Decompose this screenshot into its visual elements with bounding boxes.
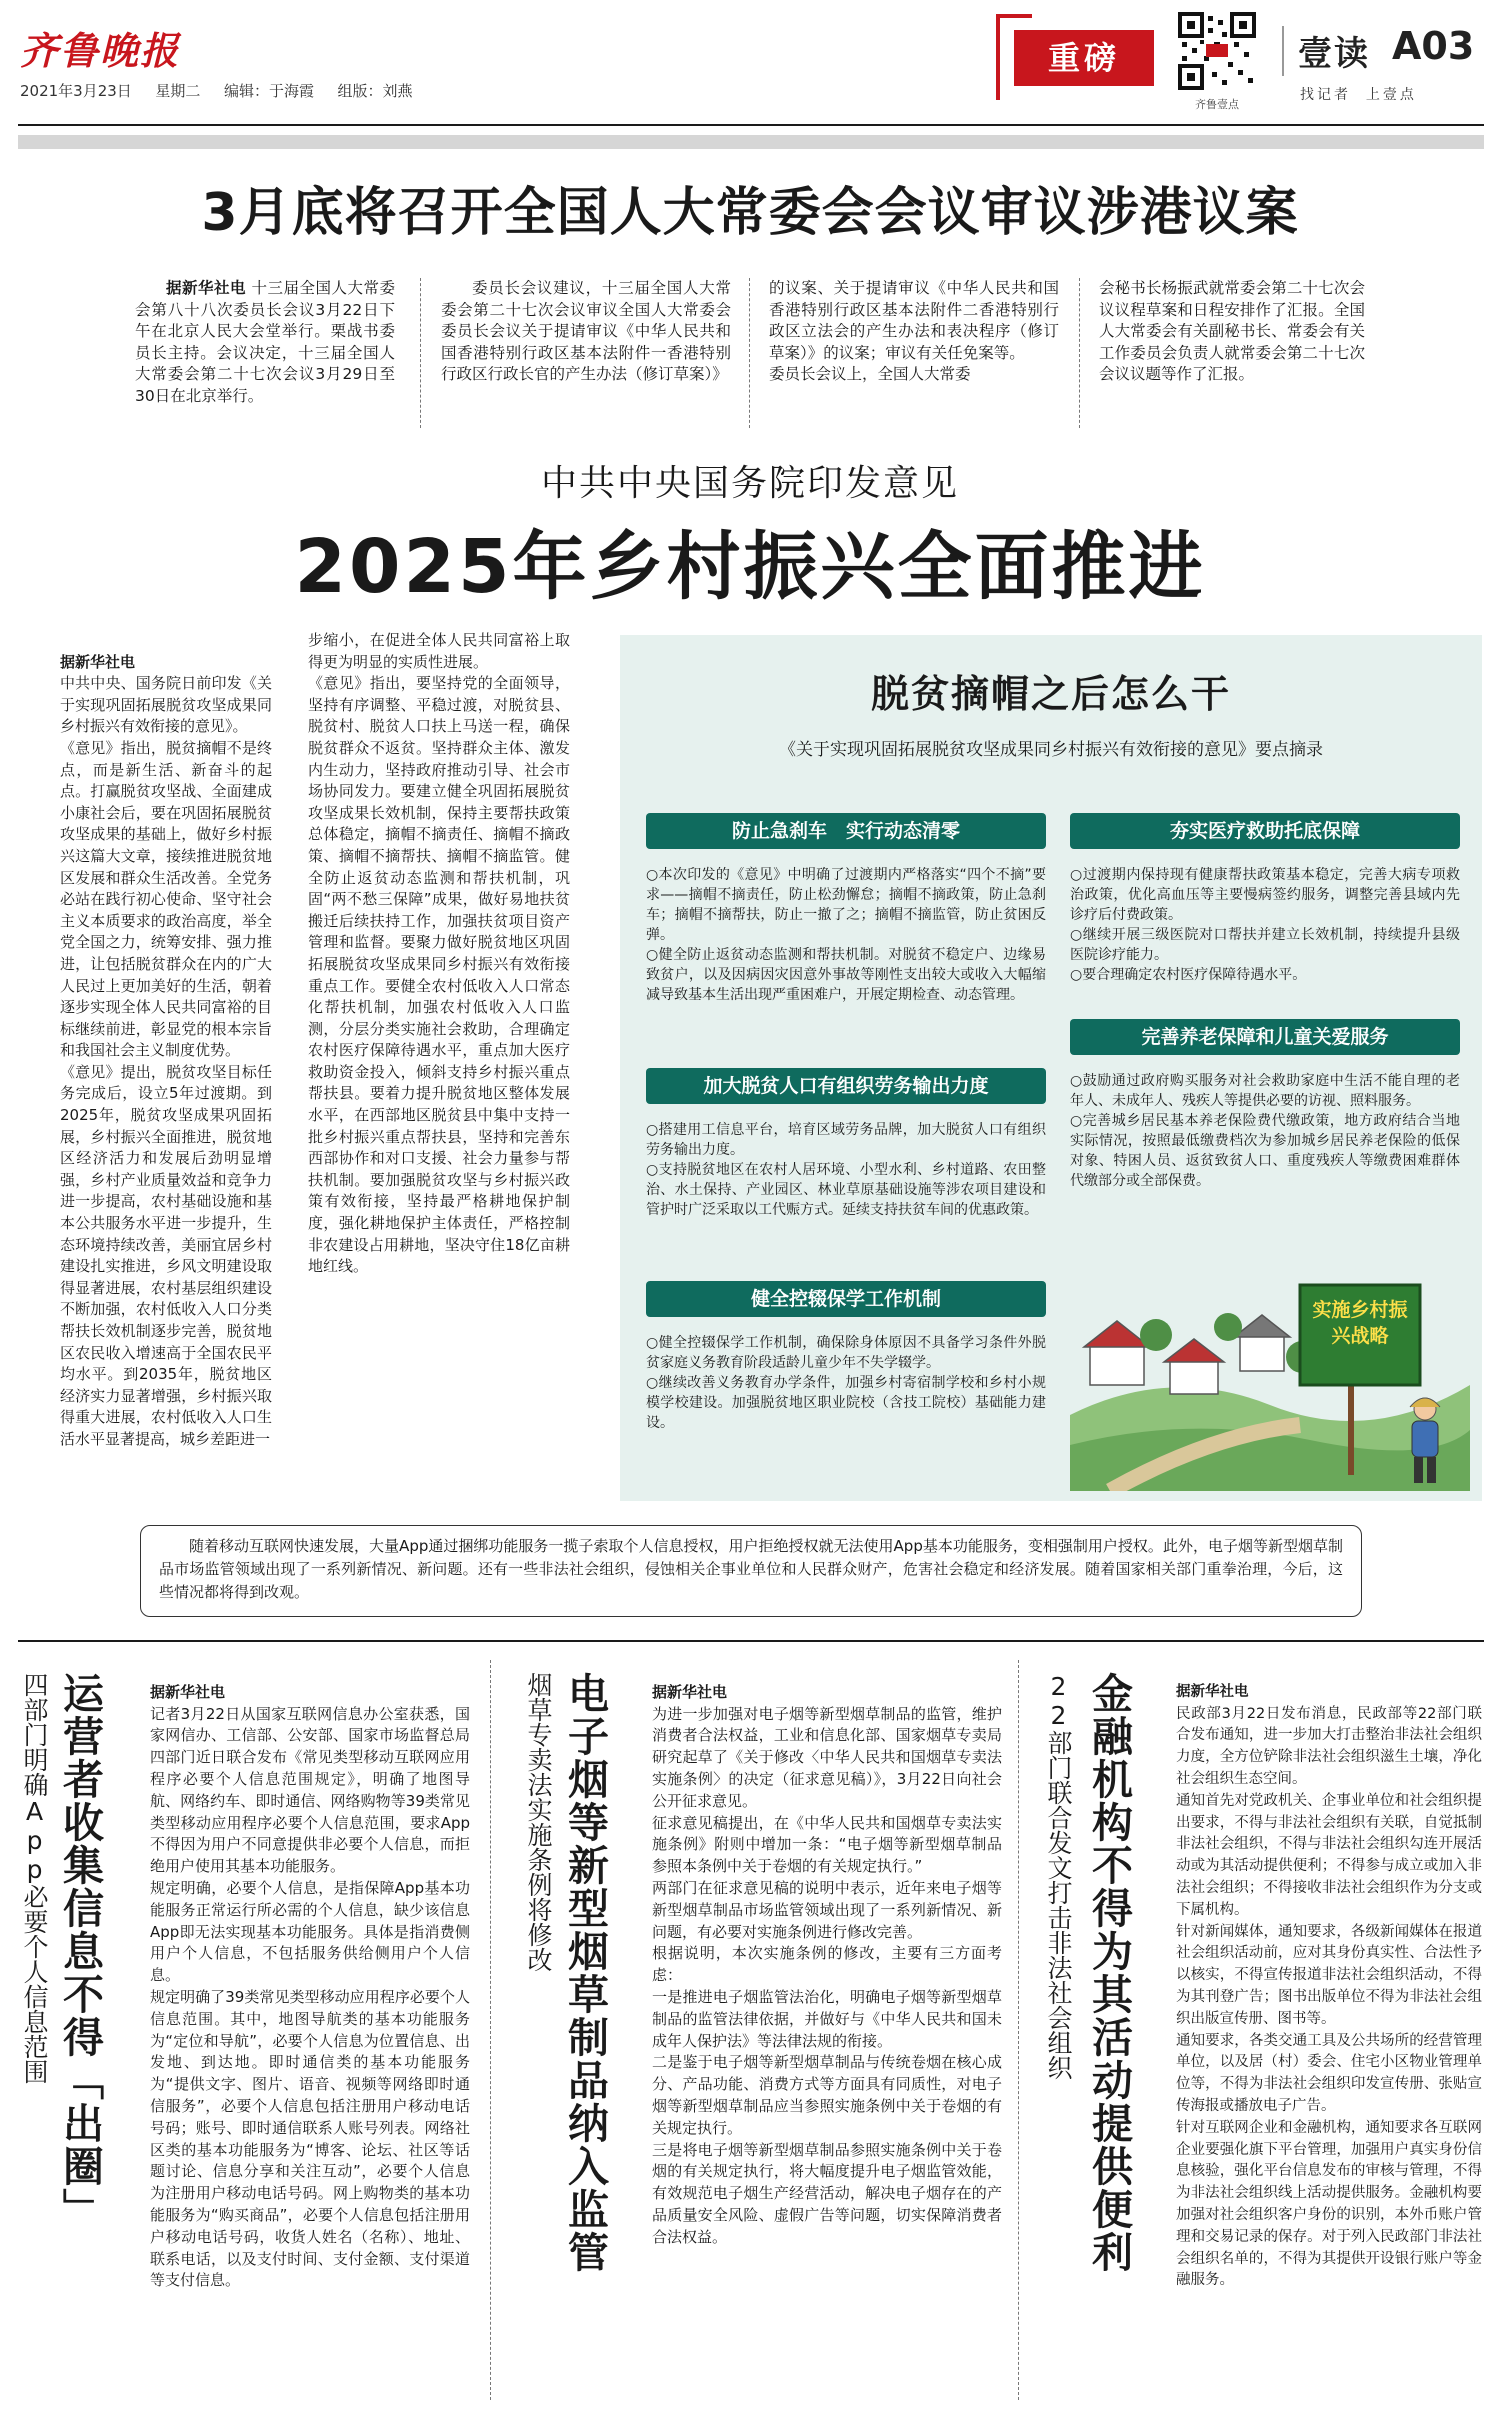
app-body: 据新华社电 记者3月22日从国家互联网信息办公室获悉，国家网信办、工信部、公安部、国家市场监督总局四部门近日联合发布《常见类型移动互联网应用程序必要个人信息范围规定》，明确了地图导航、网络约车、即时通信、网络购物等39类常见类型移动应用程序必要个人信息范围，要求App不得因为用户不同意提供非必要个人信息，而拒绝用户使用其基本功能服务。 规定明确，必要个人信息，是指保障App基本功能服务正常运行所必需的个人信息，缺少该信息App即无法实现基本功能服务。具体是指消费侧用户个人信息，不包括服务供给侧用户个人信息。 规定明确了39类常见类型移动应用程序必要个人信息范围。其中，地图导航类的基本功能服务为“定位和导航”，必要个人信息为位置信息、出发地、到达地。即时通信类的基本功能服务为“提供文字、图片、语音、视频等网络即时通信服务”，必要个人信息包括注册用户移动电话号码；账号、即时通信联系人账号列表。网络社区类的基本功能服务为“博客、论坛、社区等话题讨论、信息分享和关注互动”，必要个人信息为注册用户移动电话号码。网上购物类的基本功能服务为“购买商品”，必要个人信息包括注册用户移动电话号码，收货人姓名（名称）、地址、联系电话，以及支付时间、支付金额、支付渠道等支付信息。 [150,1682,470,2290]
ecig-headline: 电子烟等新型烟草制品纳入监管 [561,1672,609,2274]
story1-col3: 的议案、关于提请审议《中华人民共和国香港特别行政区基本法附件二香港特别行政区立法会的产生办法和表决程序（修订草案）》的议案；审议有关任免案等。 委员长会议上，全国人大常委 [769,279,1059,383]
ecig-body: 据新华社电 为进一步加强对电子烟等新型烟草制品的监管，维护消费者合法权益，工业和信息化部、国家烟草专卖局研究起草了《关于修改〈中华人民共和国烟草专卖法实施条例〉的决定（征求意见稿）》，3月22日向社会公开征求意见。 征求意见稿提出，在《中华人民共和国烟草专卖法实施条例》附则中增加一条：“电子烟等新型烟草制品参照本条例中关于卷烟的有关规定执行。” 两部门在征求意见稿的说明中表示，近年来电子烟等新型烟草制品市场监管领域出现了一系列新情况、新问题，有必要对实施条例进行修改完善。 根据说明，本次实施条例的修改，主要有三方面考虑： 一是推进电子烟监管法治化，明确电子烟等新型烟草制品的监管法律依据，并做好与《中华人民共和国未成年人保护法》等法律法规的衔接。 二是鉴于电子烟等新型烟草制品与传统卷烟在核心成分、产品功能、消费方式等方面具有同质性，对电子烟等新型烟草制品应当参照实施条例中关于卷烟的有关规定执行。 三是将电子烟等新型烟草制品参照实施条例中关于卷烟的有关规定执行，将大幅度提升电子烟监管效能，有效规范电子烟生产经营活动，解决电子烟存在的产品质量安全风险、虚假广告等问题，切实保障消费者合法权益。 [652,1682,1002,2246]
qr-label: 齐鲁壹点 [1195,98,1239,111]
panel-tag-labor: 加大脱贫人口有组织劳务输出力度 [646,1068,1046,1104]
ecig-dateline: 据新华社电 [652,1682,728,1701]
panel-text-education: ○健全控辍保学工作机制，确保除身体原因不具备学习条件外脱贫家庭义务教育阶段适龄儿童少年不失学辍学。 ○继续改善义务教育办学条件，加强乡村寄宿制学校和乡村小规模学校建设。加强脱贫地区职业院校（含技工院校）基础能力建设。 [646,1335,1046,1431]
qr-code [1178,12,1256,90]
app-dateline: 据新华社电 [150,1682,226,1701]
panel-tag-elderly: 完善养老保障和儿童关爱服务 [1070,1019,1460,1055]
section-title: 壹读 [1298,34,1370,74]
issue-weekday: 星期二 [155,82,201,100]
panel-text-elderly: ○鼓励通过政府购买服务对社会救助家庭中生活不能自理的老年人、未成年人、残疾人等提供必要的访视、照料服务。 ○完善城乡居民基本养老保险费代缴政策，地方政府结合当地实际情况，按照最低缴费档次为参加城乡居民养老保险的低保对象、特困人员、返贫致贫人口、重度残疾人等缴费困难群体代缴部分或全部保费。 [1070,1073,1460,1189]
policy-highlights-panel [620,635,1482,1501]
story1-col2: 委员长会议建议，十三届全国人大常委会第二十七次会议审议全国人大常委会委员长会议关于提请审议《中华人民共和国香港特别行政区基本法附件一香港特别行政区行政长官的产生办法（修订草案）》 [441,279,731,383]
editor-credit: 编辑：于海霞 [223,82,314,100]
layout-credit: 组版：刘燕 [337,82,413,100]
panel-text-labor: ○搭建用工信息平台，培育区域劳务品牌，加大脱贫人口有组织劳务输出力度。 ○支持脱贫地区在农村人居环境、小型水利、乡村道路、农田整治、水土保持、产业园区、林业草原基础设施等涉农项目建设和管护时广泛采取以工代赈方式。延续支持扶贫车间的优惠政策。 [646,1122,1046,1218]
panel-text-brakes: ○本次印发的《意见》中明确了过渡期内严格落实“四个不摘”要求——摘帽不摘责任，防止松劲懈怠；摘帽不摘政策，防止急刹车；摘帽不摘帮扶，防止一撤了之；摘帽不摘监管，防止贫困反弹。 ○健全防止返贫动态监测和帮扶机制。对脱贫不稳定户、边缘易致贫户，以及因病因灾因意外事故等刚性支出较大或收入大幅缩减导致基本生活出现严重困难户，开展定期检查、动态管理。 [646,867,1046,1003]
finance-dateline: 据新华社电 [1176,1683,1249,1700]
panel-text-medical: ○过渡期内保持现有健康帮扶政策基本稳定，完善大病专项救治政策，优化高血压等主要慢病签约服务，调整完善县域内先诊疗后付费政策。 ○继续开展三级医院对口帮扶并建立长效机制，持续提升县级医院诊疗能力。 ○要合理确定农村医疗保障待遇水平。 [1070,867,1460,983]
panel-title: 脱贫摘帽之后怎么干 [870,672,1231,716]
masthead-meta [20,80,413,101]
slogan: 找记者 上壹点 [1300,87,1417,103]
story1-headline: 3月底将召开全国人大常委会会议审议涉港议案 [201,183,1299,243]
masthead-divider [1282,26,1284,76]
villager-figure [1400,1395,1450,1489]
story2-kicker: 中共中央国务院印发意见 [540,463,959,504]
story1-dateline: 据新华社电 [166,279,247,297]
notice-box [140,1525,1362,1617]
story2-col1: 据新华社电 中共中央、国务院日前印发《关于实现巩固拓展脱贫攻坚成果同乡村振兴有效衔接的意见》。 《意见》指出，脱贫摘帽不是终点，而是新生活、新奋斗的起点。打赢脱贫攻坚战、全面建成小康社会后，要在巩固拓展脱贫攻坚成果的基础上，做好乡村振兴这篇大文章，接续推进脱贫地区发展和群众生活改善。全党务必站在践行初心使命、坚守社会主义本质要求的政治高度，举全党全国之力，统筹安排、强力推进，让包括脱贫群众在内的广大人民过上更加美好的生活，朝着逐步实现全体人民共同富裕的目标继续前进，彰显党的根本宗旨和我国社会主义制度优势。 《意见》提出，脱贫攻坚目标任务完成后，设立5年过渡期。到2025年，脱贫攻坚成果巩固拓展，乡村振兴全面推进，脱贫地区经济活力和发展后劲明显增强，乡村产业质量效益和竞争力进一步提高，农村基础设施和基本公共服务水平进一步提升，生态环境持续改善，美丽宜居乡村建设扎实推进，乡风文明建设取得显著进展，农村基层组织建设不断加强，农村低收入人口分类帮扶长效机制逐步完善，脱贫地区农民收入增速高于全国农民平均水平。到2035年，脱贫地区经济实力显著增强，乡村振兴取得重大进展，农村低收入人口生活水平显著提高，城乡差距进一 [60,652,272,1448]
story1-body [135,278,1365,438]
story2-headline: 2025年乡村振兴全面推进 [294,524,1206,610]
notice-text: 随着移动互联网快速发展，大量App通过捆绑功能服务一揽子索取个人信息授权，用户拒绝授权就无法使用App基本功能服务，变相强制用户授权。此外，电子烟等新型烟草制品市场监管领域出现了一系列新情况、新问题。还有一些非法社会组织，侵蚀相关企事业单位和人民群众财产，危害社会稳定和经济发展。随着国家相关部门重拳治理，今后，这些情况都将得到改观。 [159,1537,1343,1601]
story2-dateline: 据新华社电 [60,652,136,671]
notice-rule [18,1640,1484,1642]
village-sign-text: 实施乡村振兴战略 [1312,1299,1408,1347]
issue-date: 2021年3月23日 [20,82,132,100]
story2-col2: 步缩小，在促进全体人民共同富裕上取得更为明显的实质性进展。 《意见》指出，要坚持党的全面领导，坚持有序调整、平稳过渡，对脱贫县、脱贫村、脱贫人口扶上马送一程，确保脱贫群众不返贫。坚持群众主体、激发内生动力，坚持政府推动引导、社会市场协同发力。要建立健全巩固拓展脱贫攻坚成果长效机制，保持主要帮扶政策总体稳定，摘帽不摘责任、摘帽不摘政策、摘帽不摘帮扶、摘帽不摘监管。健全防止返贫动态监测和帮扶机制，巩固“两不愁三保障”成果，做好易地扶贫搬迁后续扶持工作，加强扶贫项目资产管理和监督。要聚力做好脱贫地区巩固拓展脱贫攻坚成果同乡村振兴有效衔接重点工作。要健全农村低收入人口常态化帮扶机制，加强农村低收入人口监测，分层分类实施社会救助，合理确定农村医疗保障待遇水平，重点加大医疗救助资金投入，倾斜支持乡村振兴重点帮扶县。要着力提升脱贫地区整体发展水平，在西部地区脱贫县中集中支持一批乡村振兴重点帮扶县，坚持和完善东西部协作和对口支援、社会力量参与帮扶机制。要加强脱贫攻坚与乡村振兴政策有效衔接，坚持最严格耕地保护制度，强化耕地保护主体责任，严格控制非农建设占用耕地，坚决守住18亿亩耕地红线。 [308,631,570,1276]
page-number: A03 [1392,24,1475,68]
panel-tag-medical: 夯实医疗救助托底保障 [1070,813,1460,849]
finance-subhead: 22部门联合发文打击非法社会组织 [1044,1672,1073,2080]
app-headline: 运营者收集信息不得「出圈」 [56,1672,104,2231]
finance-headline: 金融机构不得为其活动提供便利 [1085,1672,1133,2274]
newspaper-logo: 齐鲁晚报 [20,28,181,73]
app-subhead: 四部门明确App必要个人信息范围 [20,1672,49,2084]
masthead-rule-thin [18,135,1484,149]
rural-village-illustration [1070,1265,1470,1491]
ecig-subhead: 烟草专卖法实施条例将修改 [524,1672,553,1972]
story1-col1: 据新华社电 十三届全国人大常委会第八十八次委员长会议3月22日下午在北京人民大会堂举行。栗战书委员长主持。会议决定，十三届全国人大常委会第二十七次会议3月29日至30日在北京举行。 [135,279,395,405]
masthead-rule [18,124,1484,126]
panel-tag-education: 健全控辍保学工作机制 [646,1281,1046,1317]
panel-subtitle: 《关于实现巩固拓展脱贫攻坚成果同乡村振兴有效衔接的意见》要点摘录 [779,740,1323,760]
panel-tag-brakes: 防止急刹车 实行动态清零 [646,813,1046,849]
section-bracket [996,14,1000,100]
finance-body: 据新华社电 民政部3月22日发布消息，民政部等22部门联合发布通知，进一步加大打击整治非法社会组织力度，全方位铲除非法社会组织滋生土壤，净化社会组织生态空间。 通知首先对党政机关、企事业单位和社会组织提出要求，不得与非法社会组织有关联，自觉抵制非法社会组织，不得与非法社会组织勾连开展活动或为其活动提供便利；不得参与成立或加入非法社会组织；不得接收非法社会组织作为分支或下属机构。 针对新闻媒体，通知要求，各级新闻媒体在报道社会组织活动前，应对其身份真实性、合法性予以核实，不得宣传报道非法社会组织活动，不得为其刊登广告；图书出版单位不得为非法社会组织出版宣传册、图书等。 通知要求，各类交通工具及公共场所的经营管理单位，以及居（村）委会、住宅小区物业管理单位等，不得为非法社会组织印发宣传册、张贴宣传海报或播放电子广告。 针对互联网企业和金融机构，通知要求各互联网企业要强化旗下平台管理，加强用户真实身份信息核验，强化平台信息发布的审核与管理，不得为非法社会组织线上活动提供服务。金融机构要加强对社会组织客户身份的识别，本外币账户管理和交易记录的保存。对于列入民政部门非法社会组织名单的，不得为其提供开设银行账户等金融服务。 [1176,1683,1482,2289]
section-tag: 重磅 [1014,30,1154,86]
masthead [0,0,1500,120]
story1-col4: 会秘书长杨振武就常委会第二十七次会议议程草案和日程安排作了汇报。全国人大常委会有关副秘书长、常委会有关工作委员会负责人就常委会第二十七次会议议题等作了汇报。 [1099,279,1365,383]
